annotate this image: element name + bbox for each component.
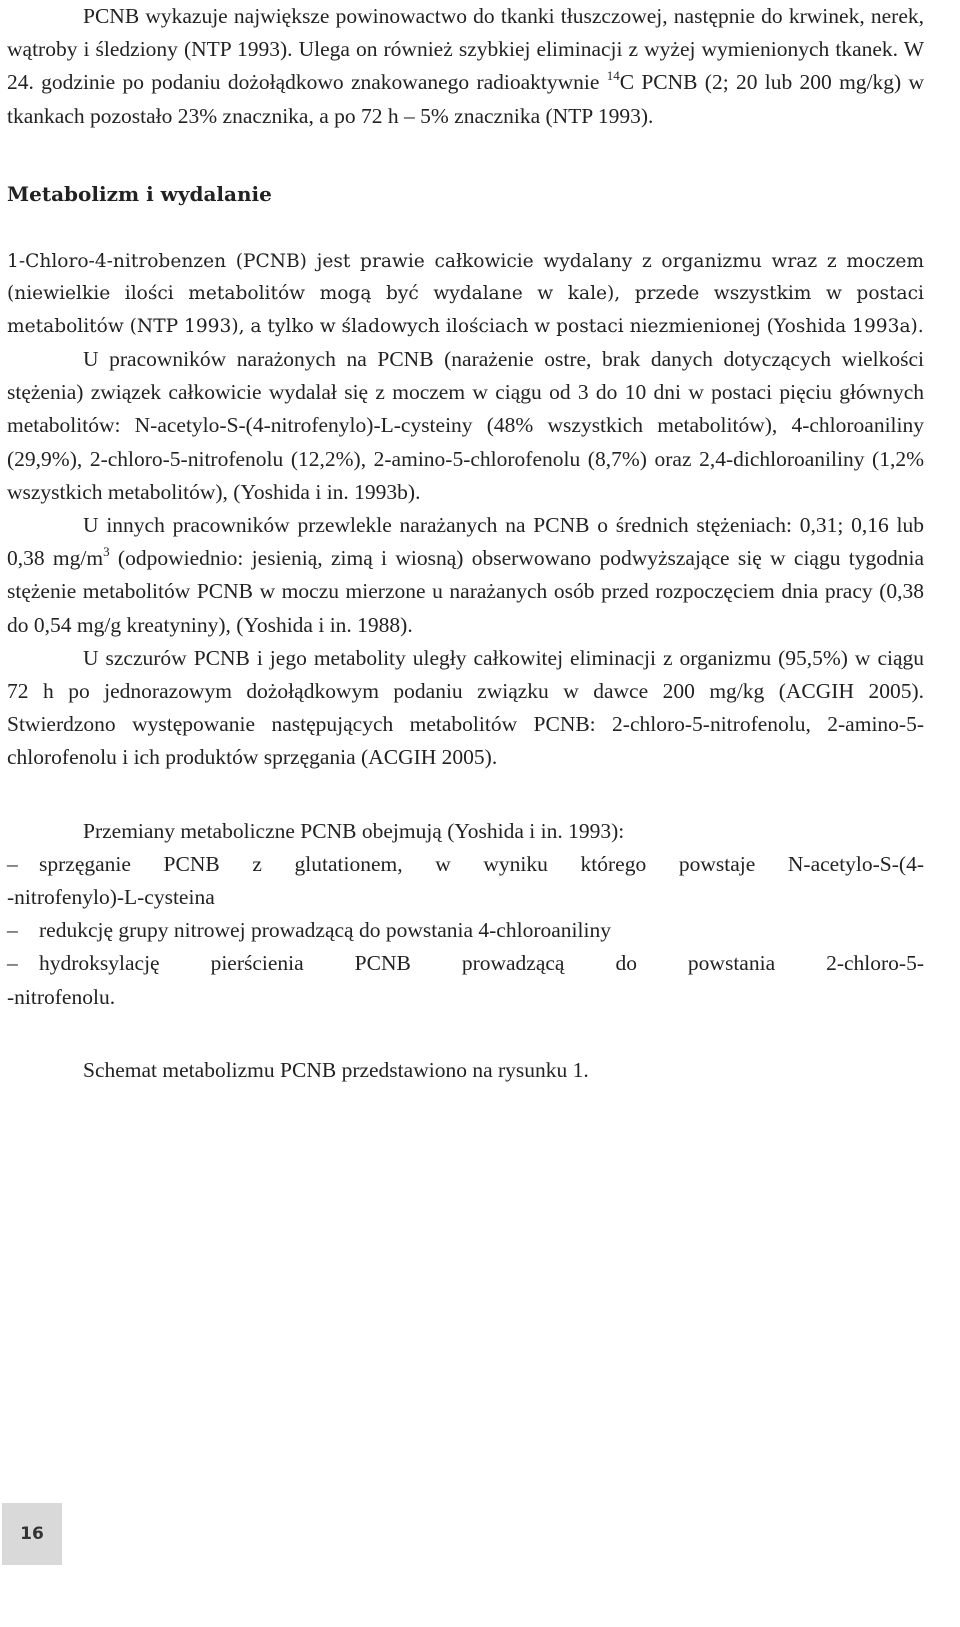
- page-number: 16: [2, 1503, 62, 1565]
- list-item-text: redukcję grupy nitrowej prowadzącą do powstania 4-chloroaniliny: [39, 918, 611, 943]
- list-item: [7, 947, 924, 1013]
- list-item: [7, 848, 924, 914]
- intro-text-part2: C PCNB (2; 20 lub 200 mg/kg) w tkankach pozostało 23% znacznika, a po 72 h – 5% znacznika (NTP 1993).: [7, 70, 924, 128]
- intro-text-part1: PCNB wykazuje największe powinowactwo do tkanki tłuszczowej, następnie do krwinek, nerek, wątroby i śledziony (NTP 1993). Ulega on również szybkiej eliminacji z wyżej wymienionych tkanek. W 24. godzinie po podaniu dożołądkowo znakowanego radioaktywnie: [7, 4, 924, 95]
- list-item-text: sprzęganie PCNB z glutationem, w wyniku którego powstaje N-acetylo-S-(4-: [39, 851, 924, 876]
- list-item-continuation: -nitrofenylo)-L-cysteina: [7, 885, 215, 910]
- intro-paragraph: [7, 0, 924, 133]
- list-item-continuation: -nitrofenolu.: [7, 984, 116, 1009]
- figure-reference: Schemat metabolizmu PCNB przedstawiono na rysunku 1.: [83, 1057, 589, 1082]
- metabolic-transformations-list: [7, 848, 924, 1014]
- document-page: [7, 0, 924, 1087]
- list-dash: –: [7, 951, 18, 976]
- list-dash: –: [7, 918, 18, 943]
- metabolism-paragraph-4: U szczurów PCNB i jego metabolity uległy całkowitej eliminacji z organizmu (95,5%) w ciągu 72 h po jednorazowym dożołądkowym podaniu związku w dawce 200 mg/kg (ACGIH 2005). Stwierdzono występowanie następujących metabolitów PCNB: 2-chloro-5-nitrofenolu, 2-amino-5-chlorofenolu i ich produktów sprzęgania (ACGIH 2005).: [7, 645, 924, 770]
- isotope-superscript: 14: [606, 68, 620, 84]
- section-heading: Metabolizm i wydalanie: [7, 181, 272, 206]
- list-item: [7, 914, 924, 947]
- metabolism-paragraph-3: [7, 509, 924, 642]
- list-item-text: hydroksylację pierścienia PCNB prowadzącą do powstania 2-chloro-5-: [39, 951, 924, 976]
- metabolism-paragraph-2: U pracowników narażonych na PCNB (narażenie ostre, brak danych dotyczących wielkości stężenia) związek całkowicie wydalał się z moczem w ciągu od 3 do 10 dni w postaci pięciu głównych metabolitów: N-acetylo-S-(4-nitrofenylo)-L-cysteiny (48% wszystkich metabolitów), 4-chloroaniliny (29,9%), 2-chloro-5-nitrofenolu (12,2%), 2-amino-5-chlorofenolu (8,7%) oraz 2,4-dichloroaniliny (1,2% wszystkich metabolitów), (Yoshida i in. 1993b).: [7, 347, 924, 504]
- metabolism-paragraph-1: 1-Chloro-4-nitrobenzen (PCNB) jest prawie całkowicie wydalany z organizmu wraz z moczem (niewielkie ilości metabolitów mogą być wydalane w kale), przede wszystkim w postaci metabolitów (NTP 1993), a tylko w śladowych ilościach w postaci niezmienionej (Yoshida 1993a).: [7, 250, 924, 337]
- list-dash: –: [7, 851, 18, 876]
- unit-superscript: 3: [103, 544, 110, 560]
- paragraph-3-text-a: U innych pracowników przewlekle narażanych na PCNB o średnich stężeniach: 0,31; 0,16 lub 0,38 mg/m: [7, 513, 924, 571]
- list-intro: Przemiany metaboliczne PCNB obejmują (Yoshida i in. 1993):: [83, 818, 625, 843]
- paragraph-3-text-b: (odpowiednio: jesienią, zimą i wiosną) obserwowano podwyższające się w ciągu tygodnia stężenie metabolitów PCNB w moczu mierzone u narażanych osób przed rozpoczęciem dnia pracy (0,38 do 0,54 mg/g kreatyniny), (Yoshida i in. 1988).: [7, 546, 925, 637]
